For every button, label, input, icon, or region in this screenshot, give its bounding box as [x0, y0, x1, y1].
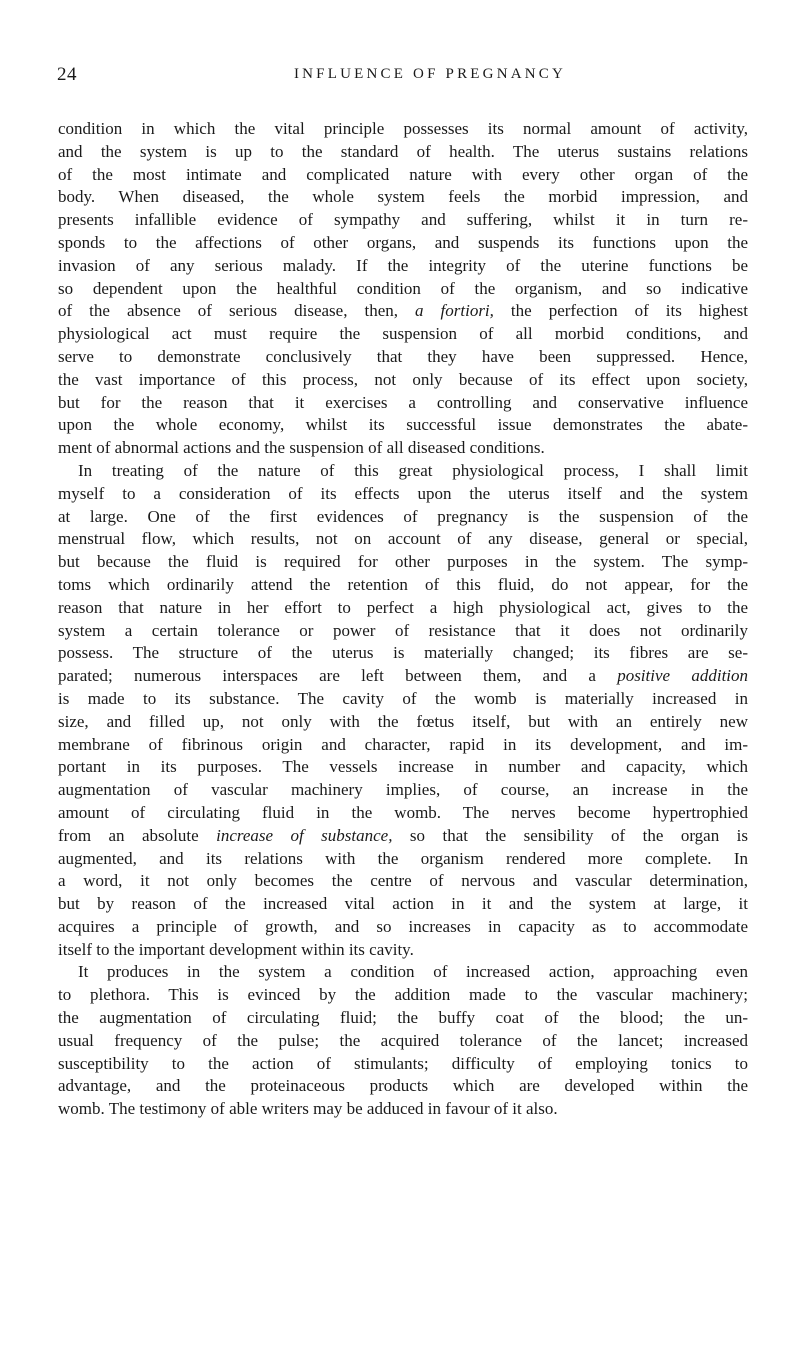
- text-line: to plethora. This is evinced by the addition made to the vascular machinery;: [58, 985, 748, 1005]
- text-line: reason that nature in her effort to perfect a high physiological act, gives to the: [58, 597, 748, 617]
- italic-phrase: increase of substance,: [216, 825, 393, 845]
- paragraph-1: [58, 118, 748, 460]
- body-text: [58, 118, 748, 1121]
- text-line: but because the fluid is required for other purposes in the system. The symp-: [58, 552, 748, 572]
- text-segment: the perfection of its highest: [493, 301, 748, 321]
- text-segment: from an absolute: [58, 825, 217, 845]
- text-segment: so that the sensibility of the organ is: [392, 825, 749, 845]
- text-line: is made to its substance. The cavity of the womb is materially increased in: [58, 688, 748, 708]
- text-line: and the system is up to the standard of health. The uterus sustains relations: [58, 141, 748, 161]
- text-line: serve to demonstrate conclusively that they have been suppressed. Hence,: [58, 346, 748, 366]
- text-line: amount of circulating fluid in the womb. The nerves become hypertrophied: [58, 802, 748, 822]
- text-line: [58, 665, 748, 688]
- italic-phrase: a fortiori,: [415, 301, 494, 321]
- text-line: system a certain tolerance or power of resistance that it does not ordinarily: [58, 620, 748, 640]
- text-line: physiological act must require the suspension of all morbid conditions, and: [58, 324, 748, 344]
- page-number: 24: [57, 64, 77, 85]
- italic-phrase: positive addition: [617, 666, 749, 686]
- paragraph-2: [58, 460, 748, 962]
- text-line: acquires a principle of growth, and so increases in capacity as to accommodate: [58, 916, 748, 936]
- text-line: at large. One of the first evidences of pregnancy is the suspension of the: [58, 506, 748, 526]
- text-line: but by reason of the increased vital action in it and the system at large, it: [58, 894, 748, 914]
- text-line: the vast importance of this process, not only because of its effect upon society,: [58, 369, 748, 389]
- text-line: advantage, and the proteinaceous products which are developed within the: [58, 1076, 748, 1096]
- page-header: [57, 64, 743, 94]
- text-line: toms which ordinarily attend the retention of this fluid, do not appear, for the: [58, 574, 748, 594]
- text-line: the augmentation of circulating fluid; the buffy coat of the blood; the un-: [58, 1008, 748, 1028]
- text-line: itself to the important development within its cavity.: [58, 939, 414, 959]
- text-line: portant in its purposes. The vessels increase in number and capacity, which: [58, 757, 748, 777]
- text-line: augmentation of vascular machinery implies, of course, an increase in the: [58, 780, 748, 800]
- text-line: usual frequency of the pulse; the acquired tolerance of the lancet; increased: [58, 1030, 748, 1050]
- running-head: INFLUENCE OF PREGNANCY: [293, 66, 567, 82]
- text-line: menstrual flow, which results, not on account of any disease, general or special,: [58, 529, 748, 549]
- text-segment: parated; numerous interspaces are left between them, and a: [58, 666, 618, 686]
- text-line: augmented, and its relations with the organism rendered more complete. In: [58, 848, 748, 868]
- paragraph-3: [58, 961, 748, 1121]
- text-line: presents infallible evidence of sympathy and suffering, whilst it in turn re-: [58, 210, 748, 230]
- text-line: myself to a consideration of its effects upon the uterus itself and the system: [58, 483, 748, 503]
- text-line: womb. The testimony of able writers may be adduced in favour of it also.: [58, 1099, 558, 1119]
- text-line: ment of abnormal actions and the suspension of all diseased conditions.: [58, 438, 545, 458]
- text-line: In treating of the nature of this great physiological process, I shall limit: [78, 460, 748, 480]
- text-line: but for the reason that it exercises a controlling and conservative influence: [58, 392, 748, 412]
- text-line: sponds to the affections of other organs, and suspends its functions upon the: [58, 232, 748, 252]
- text-line: It produces in the system a condition of increased action, approaching even: [78, 962, 748, 982]
- text-line: body. When diseased, the whole system feels the morbid impression, and: [58, 187, 748, 207]
- text-line: of the most intimate and complicated nature with every other organ of the: [58, 164, 748, 184]
- text-line: a word, it not only becomes the centre of nervous and vascular determination,: [58, 871, 748, 891]
- text-line: possess. The structure of the uterus is materially changed; its fibres are se-: [58, 643, 748, 663]
- text-line: susceptibility to the action of stimulants; difficulty of employing tonics to: [58, 1053, 748, 1073]
- text-line: membrane of fibrinous origin and character, rapid in its development, and im-: [58, 734, 748, 754]
- text-line: invasion of any serious malady. If the integrity of the uterine functions be: [58, 255, 748, 275]
- text-line: so dependent upon the healthful condition of the organism, and so indicative: [58, 278, 748, 298]
- text-line: condition in which the vital principle possesses its normal amount of activity,: [58, 119, 748, 138]
- text-line: [58, 825, 748, 848]
- text-line: upon the whole economy, whilst its successful issue demonstrates the abate-: [58, 415, 748, 435]
- text-line: [58, 300, 748, 323]
- text-segment: of the absence of serious disease, then,: [58, 301, 416, 321]
- text-line: size, and filled up, not only with the fœtus itself, but with an entirely new: [58, 711, 748, 731]
